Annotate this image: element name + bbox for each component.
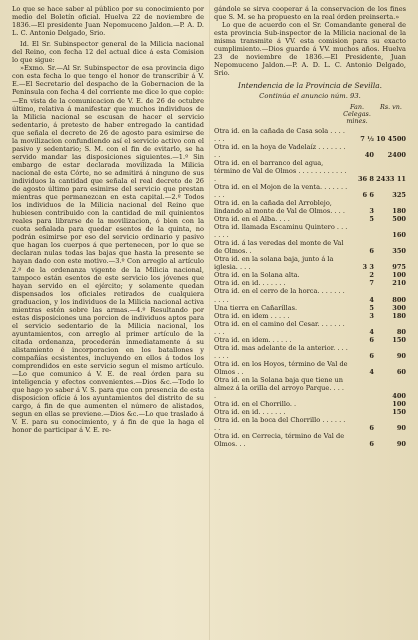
list-item [214,183,406,199]
entry-fan: 4 [369,367,374,376]
entry-rs: 100 [392,400,406,409]
list-item [214,416,406,432]
entry-rs: 180 [392,206,406,215]
paragraph: Lo que de acuerdo con el Sr. Comandante general de esta provincia Sub-inspector de la Milicia nacional de la misma transmite á VV. esta comision para su exacto cumplimiento.—Dios guarde á VV. muchos años. Huelva 23 de noviembre de 1836.—El Presidente, Juan Nepomuceno Jaldon.—P. A. D. L. C. Antonio Delgado, Srio. [214,21,406,78]
entry-desc: Otra id. en la cañada del Arroblejo, lindando al monte de Val de Olmos. . . . [214,198,345,215]
entry-rs: 150 [392,335,406,344]
entry-desc: Otra id. en el Alba. . . . [214,215,290,224]
column-header-reales: Rs. vn. [380,102,402,111]
entry-desc: Otra id. en la boca del Chorrillo . . . . . . . . [214,416,346,433]
entry-rs: 90 [396,424,406,433]
entry-desc: Una tierra en Cañaríllas. [214,303,298,312]
entry-desc: Otra id. en el cerro de la horca. . . . . . . . . . . [214,287,345,304]
entry-fan: 7 ½ [360,134,374,143]
list-item [214,344,406,360]
entries-list [214,127,406,449]
entry-desc: Otra id. llamada Escaminu Quintero . . . . . . . [214,223,348,240]
entry-fan: 3 [369,206,374,215]
paragraph: gándole se sirva cooperar á la conservacion de los fines que S. M. se ha propuesto en la real órden preinserta.» [214,5,406,22]
entry-rs: 2433 11 [376,174,406,183]
left-column [12,5,204,640]
paragraph: Id. El Sr. Subinspector general de la Milicia nacional del Reino, con fecha 12 del actual dice á esta Comision lo que sigue: [12,40,204,65]
entry-fan: 2 [369,271,374,280]
list-item [214,287,406,303]
entry-fan: 5 [369,215,374,224]
list-item [214,159,406,183]
entry-fan: 6 [369,440,374,449]
entry-fan: 3 3 [362,263,374,272]
entry-fan: 6 [369,335,374,344]
entry-fan: 6 [369,424,374,433]
entry-rs: 150 [392,408,406,417]
entry-fan: 6 [369,247,374,256]
list-item [214,304,406,312]
entry-rs: 100 [392,271,406,280]
section-heading: Intendencia de la Provincia de Sevilla. [238,81,382,91]
entry-desc: Otra id. en la hoya de Vadelaíz . . . . . . . . . [214,142,346,159]
list-item [214,271,406,279]
entry-rs: 350 [392,247,406,256]
table-header [214,104,406,125]
list-item [214,312,406,320]
list-item [214,143,406,159]
entry-fan: 7 [369,279,374,288]
page-fold [209,0,210,640]
entry-desc: Otra id. en la Solana baja que tiene un almez á la orilla del arroyo Parque. . . . . [214,375,344,401]
list-item [214,223,406,239]
entry-desc: Otra id. mas adelante de la anterior. . . . . . . . [214,343,348,360]
entry-fan: 3 [369,311,374,320]
entry-desc: Otra id. en idem . . . . . [214,311,290,320]
entry-rs: 60 [396,367,406,376]
entry-rs: 90 [396,351,406,360]
entry-desc: Otra id. en id. . . . . . . [214,279,286,288]
list-item [214,320,406,336]
list-item [214,199,406,215]
entry-rs: 210 [392,279,406,288]
paragraph: Lo que se hace saber al público por su conocimiento por medio del Boletín oficial. Huelva 22 de noviembre de 1836.—El presidente Juan Nepomuceno Jaldon.—P. A. D. L. C. Antonio Delgado, Srio. [12,5,204,38]
entry-rs: 90 [396,440,406,449]
entry-fan: 5 [369,303,374,312]
list-item [214,239,406,255]
entry-desc: Otra id. en el barranco del agua, término de Val de Olmos . . . . . . . . . . . . . [214,158,347,183]
entry-rs: 10 4500 [376,134,406,143]
list-item [214,408,406,416]
entry-desc: Otra id. en el Chorrillo. . [214,400,297,409]
list-item [214,432,406,448]
entry-rs: 300 [392,303,406,312]
entry-desc: Otra id. en la solana baja, junto á la iglesia. . . . [214,255,334,272]
entry-rs: 400 [392,392,406,401]
entry-rs: 325 [392,190,406,199]
entry-fan: 6 6 [362,190,374,199]
paragraph: »Exmo. Sr.—Al Sr. Subinspector de esa provincia digo con esta fecha lo que tengo el honor de transcribir á V. E.—El Secretario del despacho de la Gobernacion de la Peninsula con fecha 4 del corriente me dice lo que copio:—En vista de la comunicacion de V. E. de 26 de octubre último, relativa á manifestar que muchos individuos de la Milicia nacional se escusan de hacer el servicio sedentario, á pretesto de haber entregado la cantidad que señala el decreto de 26 de agosto para esimirse de la movilizacion confundiendo así el servicio activo con el pasivo y sedentario; S. M. con el fin de evitarlo, se ha servido mandar las disposiciones siguientes.—1.º Sin embargo de estar declarada movilizada la Milicia nacional de esta Córte, no se admitirá á ninguno de sus individuos la cantidad que señala el real decreto de 26 de agosto último para esimirse del servicio que prestan mientras que permanezcan en esta capital.—2.º Todos los individuos de la Milicia nacional del Reino que hubiesen contribuido con la cantidad de mil quinientos reales para librarse de la movilizacion, ó bien con la cuota señalada para quedar esentos de la quinta, no podrán esimirse por eso del servicio ordinario y pasivo que hagan los cuerpos á que pertenecen, por lo que se declaran nulas todas las bajas que hasta la presente se hayan dado con este motivo.—3.º Con arreglo al artículo 2.º de la ordenanza vigente de la Milicia nacional, tampoco están esentos de este servicio los jóvenes que hayan servido en el ejército; y solamente quedan dispensados los oficiales retirados de cualquiera graduacion, y los individuos de la Milicia nacional activa mientras estén sobre las armas.—4.º Resultando por estas disposiciones una porcion de individuos aptos para el servicio sedentario de la Milicia nacional, los ayuntamientos, con arreglo al primer artículo de la citada ordenanza, procederán inmediatamente á su alistamiento é incorporacion en los batallones y compañías ecsistentes, incluyendo en ellos á todos los comprendidos en este servicio segun el mismo artículo.—Lo que comunico á V. E. de real órden para su inteligencia y efectos convenientes.—Dios &c.—Todo lo que hago yo saber á V. S. para que con presencia de esta disposicion ofície á los ayuntamientos del distrito de su cargo, á fin de que aumenten el número de alistados, segun en ellas se previene.—Dios &c.—Lo que traslado á V. E. para su conocimiento, y á fin de que la haga el honor de participar á V. E. re- [12,64,204,435]
list-item [214,376,406,400]
list-item [214,336,406,344]
entry-rs: 160 [392,231,406,240]
entry-desc: Otra id. en el Mojon de la venta. . . . . . . . . . [214,182,348,199]
list-item [214,400,406,408]
list-item [214,215,406,223]
entry-rs: 500 [392,215,406,224]
entry-fan: 4 [369,327,374,336]
entry-desc: Otra id. en idem. . . . . . [214,335,292,344]
right-column [214,5,406,640]
entry-desc: Otra id. en id. . . . . . . [214,408,286,417]
entry-desc: Otra id. en la cañada de Casa sola . . . . . . . [214,126,345,143]
list-item [214,279,406,287]
entry-desc: Otra id. en Cerrecia, término de Val de Olmos. . . [214,432,345,449]
entry-rs: 2400 [387,150,406,159]
entry-fan: 6 [369,351,374,360]
entry-desc: Otra id. en los Hoyos, término de Val de Olmos . . [214,359,348,376]
entry-fan: 40 [364,150,374,159]
entry-desc: Otra id. á las veredas del monte de Val de Olmos. . [214,239,344,256]
entry-rs: 80 [396,327,406,336]
list-item [214,255,406,271]
list-item [214,127,406,143]
entry-rs: 180 [392,311,406,320]
entry-fan: 4 [369,295,374,304]
section-subheading: Continúa el anuncio núm. 93. [259,92,361,101]
entry-desc: Otra id. en el camino del Cesar. . . . . . . . . . [214,319,345,336]
column-header-fanegas: Fan. Celegas. mines. [343,102,371,125]
entry-rs: 800 [392,295,406,304]
entry-rs: 975 [392,263,406,272]
entry-desc: Otra id. en la Solana alta. [214,271,300,280]
entry-fan: 36 8 [357,174,374,183]
list-item [214,360,406,376]
